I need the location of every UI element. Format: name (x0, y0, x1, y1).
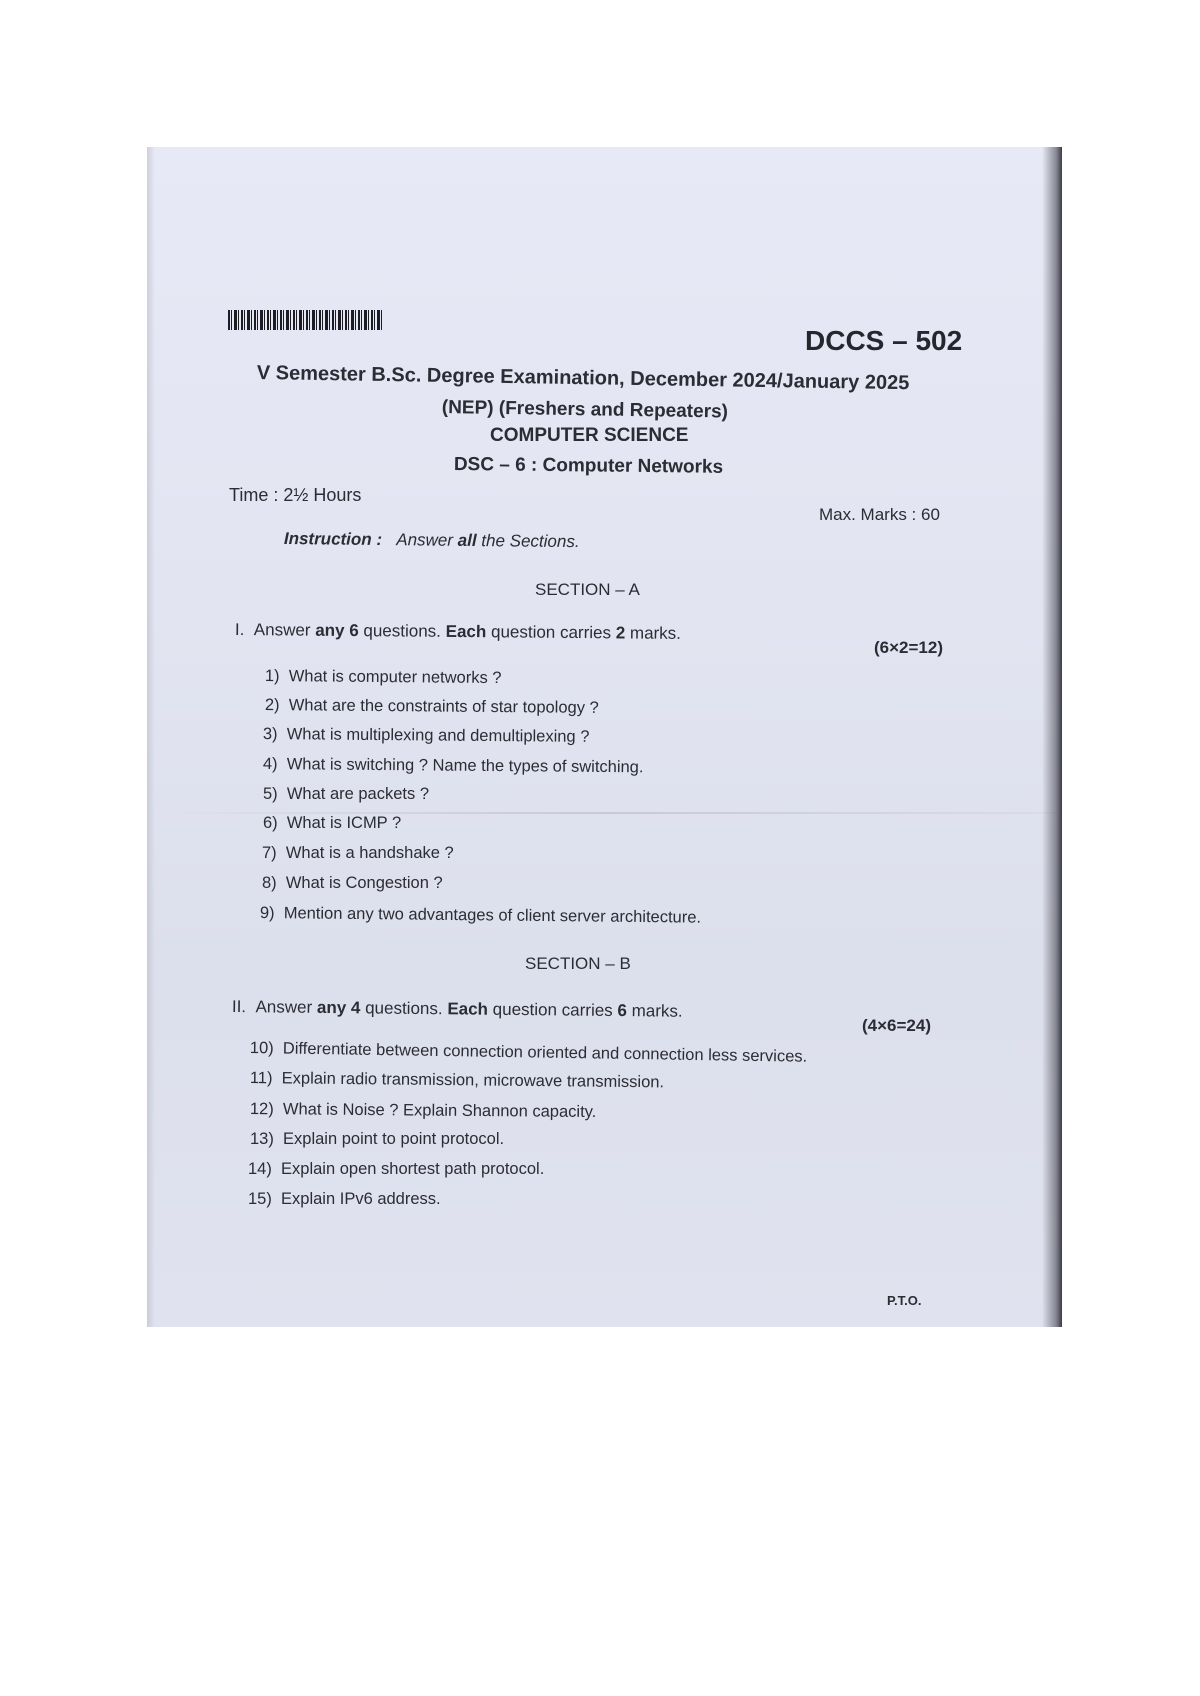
paper-name: DSC – 6 : Computer Networks (453, 454, 724, 478)
directive-text: question carries (487, 999, 618, 1021)
question-text: What is ICMP ? (286, 814, 402, 832)
directive-text: marks. (626, 1001, 683, 1021)
instruction-text-bold: all (457, 530, 477, 551)
question-text: Explain radio transmission, microwave transmission. (281, 1069, 665, 1092)
question-text: What are packets ? (286, 785, 429, 803)
section-a-score: (6×2=12) (874, 638, 943, 657)
question-text: Mention any two advantages of client server architecture. (283, 904, 702, 927)
page-turn-note: P.T.O. (887, 1293, 922, 1308)
section-a-directive (235, 620, 681, 644)
directive-text: any 4 (316, 997, 361, 1018)
question-number: 13) (250, 1130, 274, 1148)
directive-text: questions. (358, 621, 446, 641)
question-number: 11) (249, 1069, 273, 1088)
barcode-icon (228, 310, 383, 330)
directive-text: Answer (255, 997, 318, 1017)
instruction-label: Instruction : (283, 529, 383, 550)
directive-text: Answer (253, 620, 316, 640)
directive-text: marks. (625, 623, 682, 643)
question-item (263, 725, 590, 747)
directive-text: questions. (360, 998, 448, 1019)
question-number: 10) (249, 1039, 274, 1058)
question-item (260, 904, 701, 928)
question-number: 1) (264, 667, 280, 686)
question-item (262, 844, 454, 863)
question-text: What is a handshake ? (285, 844, 454, 862)
question-item (263, 785, 429, 804)
question-number: 3) (262, 725, 278, 744)
question-number: 15) (248, 1190, 272, 1208)
question-text: What is multiplexing and demultiplexing ? (286, 725, 590, 746)
directive-text: Each (445, 621, 487, 642)
section-b-score: (4×6=24) (862, 1016, 931, 1035)
question-number: 6) (263, 814, 278, 832)
question-text: What is switching ? Name the types of switching. (286, 755, 644, 777)
directive-text: 2 (615, 623, 626, 643)
question-number: 9) (259, 904, 275, 923)
question-text: Explain point to point protocol. (283, 1130, 505, 1148)
question-item (248, 1190, 441, 1209)
question-item (250, 1100, 597, 1122)
question-number: 2) (264, 696, 280, 715)
question-item (265, 696, 599, 718)
question-number: 14) (248, 1160, 272, 1178)
question-number: 5) (263, 785, 278, 803)
exam-title: V Semester B.Sc. Degree Examination, December 2024/January 2025 (256, 362, 910, 395)
directive-text: Each (447, 999, 489, 1019)
directive-text: any 6 (315, 620, 359, 641)
question-text: What is Noise ? Explain Shannon capacity. (282, 1100, 597, 1122)
subject-name: COMPUTER SCIENCE (490, 425, 689, 446)
max-marks: Max. Marks : 60 (819, 505, 940, 524)
directive-text: 6 (617, 1001, 628, 1021)
question-item (250, 1130, 504, 1149)
exam-paper-photo (147, 147, 1062, 1327)
paper-edge-shadow (147, 147, 155, 1327)
question-text: Explain open shortest path protocol. (281, 1160, 545, 1178)
section-a-roman: I. (234, 620, 245, 640)
question-item (250, 1069, 664, 1092)
section-b-heading: SECTION – B (525, 954, 631, 973)
question-number: 4) (262, 755, 278, 774)
question-item (263, 814, 401, 833)
section-a-heading: SECTION – A (535, 580, 640, 599)
exam-scheme: (NEP) (Freshers and Repeaters) (441, 397, 729, 423)
question-text: Differentiate between connection oriented and connection less services. (282, 1039, 808, 1066)
instruction-text-post: the Sections. (476, 531, 580, 552)
question-number: 12) (249, 1100, 274, 1119)
question-text: What is Congestion ? (285, 874, 443, 892)
exam-duration: Time : 2½ Hours (229, 485, 362, 505)
question-item (262, 874, 443, 893)
directive-text: question carries (486, 622, 616, 643)
question-item (265, 667, 502, 688)
paper-right-shadow (1042, 147, 1062, 1327)
question-text: What is computer networks ? (288, 667, 502, 688)
question-text: What are the constraints of star topology ? (288, 696, 599, 717)
question-text: Explain IPv6 address. (281, 1190, 441, 1208)
course-code: DCCS – 502 (805, 325, 963, 356)
question-number: 8) (262, 874, 277, 892)
question-number: 7) (262, 844, 277, 862)
section-b-roman: II. (231, 997, 247, 1017)
instruction (284, 529, 580, 552)
instruction-text-pre: Answer (396, 530, 458, 550)
question-item (250, 1039, 808, 1067)
section-b-directive (232, 997, 683, 1022)
question-item (263, 755, 644, 777)
instruction-text (396, 530, 580, 551)
question-item (248, 1160, 544, 1179)
